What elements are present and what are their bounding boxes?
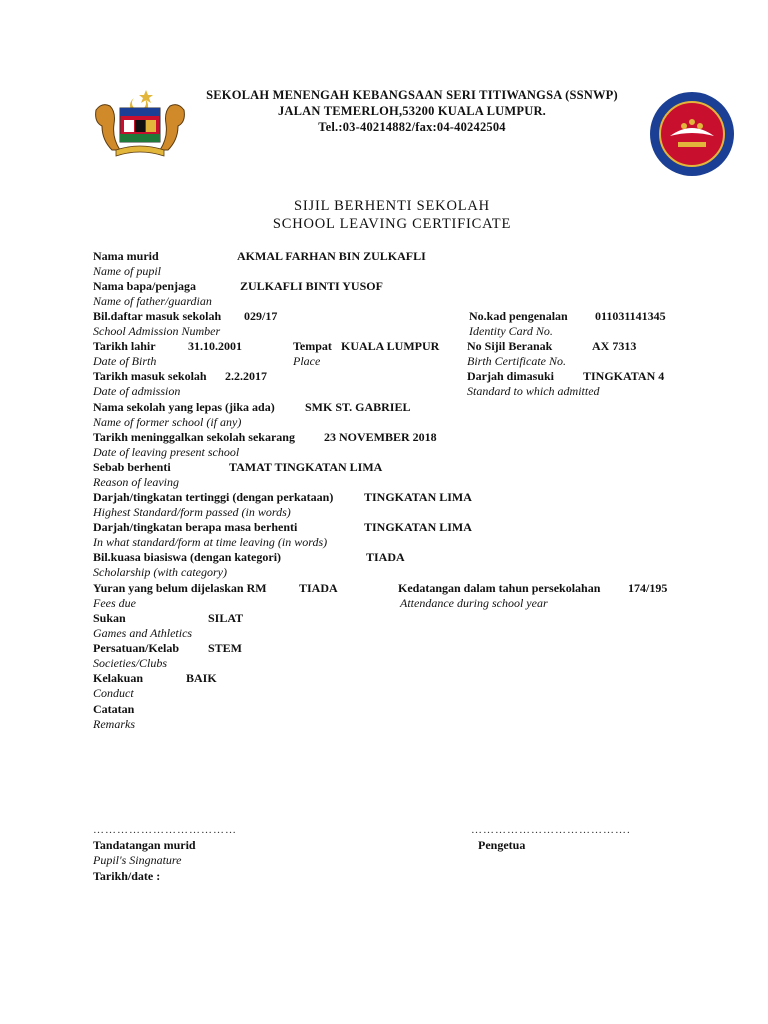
name-label: Nama murid — [93, 249, 159, 263]
pupil-signature-line: ……………………………… — [93, 824, 237, 836]
admission-no-label: Bil.daftar masuk sekolah — [93, 309, 222, 323]
parent-label: Nama bapa/penjaga — [93, 279, 197, 293]
fees-label: Yuran yang belum dijelaskan RM — [93, 581, 267, 595]
leaving-date-english-label: Date of leaving present school — [93, 445, 240, 459]
admission-no-english-label: School Admission Number — [93, 324, 221, 338]
pupil-signature-label: Tandatangan murid — [93, 838, 196, 852]
title-malay: SIJIL BERHENTI SEKOLAH — [294, 198, 490, 214]
dob-label: Tarikh lahir — [93, 339, 156, 353]
conduct-english-label: Conduct — [93, 686, 134, 700]
name-value: AKMAL FARHAN BIN ZULKAFLI — [237, 249, 426, 263]
sports-english-label: Games and Athletics — [93, 626, 193, 640]
admission-no-value: 029/17 — [244, 309, 278, 323]
highest-standard-value: TINGKATAN LIMA — [364, 490, 472, 504]
birth-cert-label: No Sijil Beranak — [467, 339, 553, 353]
title-english: SCHOOL LEAVING CERTIFICATE — [272, 216, 512, 232]
leaving-date-value: 23 NOVEMBER 2018 — [324, 430, 437, 444]
standard-admitted-label: Darjah dimasuki — [467, 369, 555, 383]
reason-label: Sebab berhenti — [93, 460, 171, 474]
dob-value: 31.10.2001 — [188, 339, 242, 353]
pupil-signature-english-label: Pupil's Singnature — [93, 853, 182, 867]
principal-label: Pengetua — [478, 838, 526, 852]
conduct-label: Kelakuan — [93, 671, 144, 685]
birth-cert-english-label: Birth Certificate No. — [467, 354, 566, 368]
former-school-english-label: Name of former school (if any) — [93, 415, 242, 429]
principal-signature-line: …………………………………. — [471, 824, 631, 836]
former-school-label: Nama sekolah yang lepas (jika ada) — [93, 400, 275, 414]
leaving-standard-english-label: In what standard/form at time leaving (in words) — [93, 535, 328, 549]
scholarship-value: TIADA — [366, 550, 405, 564]
reason-english-label: Reason of leaving — [93, 475, 179, 489]
fees-english-label: Fees due — [93, 596, 136, 610]
highest-standard-label: Darjah/tingkatan tertinggi (dengan perkataan) — [93, 490, 334, 504]
society-label: Persatuan/Kelab — [93, 641, 179, 655]
attendance-label: Kedatangan dalam tahun persekolahan — [398, 581, 601, 595]
school-phone: Tel.:03-40214882/fax:04-40242504 — [318, 120, 506, 134]
society-value: STEM — [208, 641, 243, 655]
ic-english-label: Identity Card No. — [469, 324, 553, 338]
standard-admitted-value: TINGKATAN 4 — [583, 369, 665, 383]
parent-value: ZULKAFLI BINTI YUSOF — [240, 279, 383, 293]
ic-label: No.kad pengenalan — [469, 309, 568, 323]
parent-english-label: Name of father/guardian — [93, 294, 212, 308]
attendance-value: 174/195 — [628, 581, 668, 595]
school-address: JALAN TEMERLOH,53200 KUALA LUMPUR. — [277, 104, 547, 118]
conduct-value: BAIK — [186, 671, 217, 685]
date-label: Tarikh/date : — [93, 869, 161, 883]
sports-value: SILAT — [208, 611, 244, 625]
admission-date-value: 2.2.2017 — [225, 369, 267, 383]
school-name: SEKOLAH MENENGAH KEBANGSAAN SERI TITIWANGSA (SSNWP) — [206, 88, 618, 102]
admission-date-english-label: Date of admission — [93, 384, 181, 398]
admission-date-label: Tarikh masuk sekolah — [93, 369, 207, 383]
remarks-label: Catatan — [93, 702, 135, 716]
standard-admitted-english-label: Standard to which admitted — [467, 384, 600, 398]
attendance-english-label: Attendance during school year — [400, 596, 548, 610]
leaving-standard-value: TINGKATAN LIMA — [364, 520, 472, 534]
place-english-label: Place — [293, 354, 321, 368]
ic-value: 011031141345 — [595, 309, 666, 323]
dob-english-label: Date of Birth — [93, 354, 157, 368]
reason-value: TAMAT TINGKATAN LIMA — [229, 460, 383, 474]
leaving-date-label: Tarikh meninggalkan sekolah sekarang — [93, 430, 295, 444]
leaving-standard-label: Darjah/tingkatan berapa masa berhenti — [93, 520, 298, 534]
sports-label: Sukan — [93, 611, 126, 625]
scholarship-label: Bil.kuasa biasiswa (dengan kategori) — [93, 550, 282, 564]
fees-value: TIADA — [299, 581, 338, 595]
remarks-english-label: Remarks — [93, 717, 135, 731]
birth-cert-value: AX 7313 — [592, 339, 637, 353]
society-english-label: Societies/Clubs — [93, 656, 167, 670]
highest-standard-english-label: Highest Standard/form passed (in words) — [93, 505, 291, 519]
name-english-label: Name of pupil — [93, 264, 161, 278]
place-label: Tempat — [293, 339, 332, 353]
place-value: KUALA LUMPUR — [341, 339, 440, 353]
former-school-value: SMK ST. GABRIEL — [305, 400, 411, 414]
scholarship-english-label: Scholarship (with category) — [93, 565, 227, 579]
